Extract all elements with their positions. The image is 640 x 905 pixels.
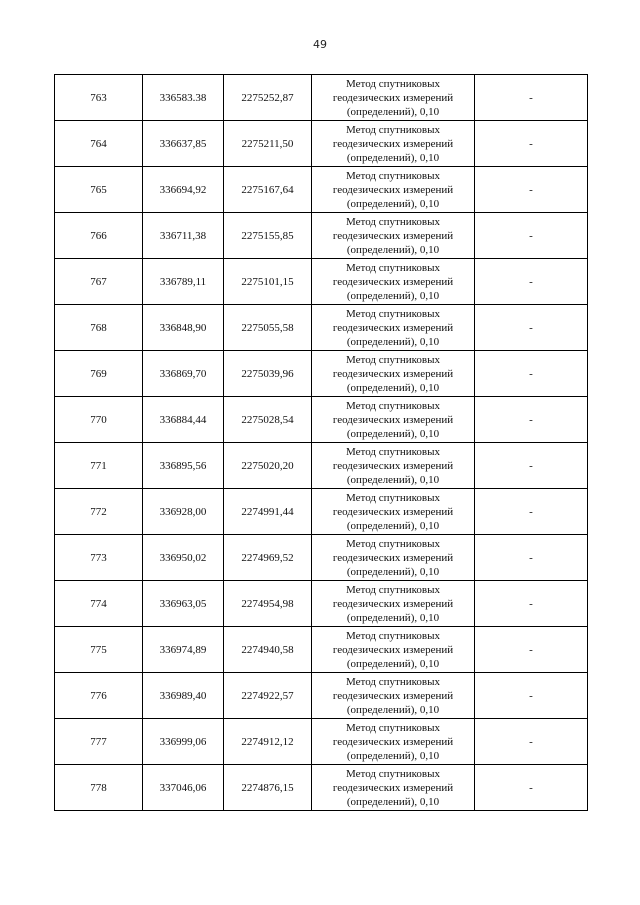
note-cell: - [475, 581, 588, 627]
method-cell [312, 259, 475, 305]
point-number-cell: 767 [55, 259, 143, 305]
note-cell: - [475, 673, 588, 719]
method-text-line: (определений), 0,10 [346, 611, 440, 624]
method-cell [312, 443, 475, 489]
x-coordinate-cell: 336999,06 [143, 719, 224, 765]
point-number-cell: 765 [55, 167, 143, 213]
method-text-line: Метод спутниковых [346, 491, 440, 504]
note-cell: - [475, 719, 588, 765]
method-text-line: Метод спутниковых [346, 215, 440, 228]
note-cell: - [475, 765, 588, 811]
table-row [55, 719, 588, 765]
method-text-line: геодезических измерений [332, 229, 454, 242]
method-cell [312, 75, 475, 121]
method-text-line: (определений), 0,10 [346, 151, 440, 164]
method-text-line: геодезических измерений [332, 183, 454, 196]
note-cell: - [475, 443, 588, 489]
method-text-line: Метод спутниковых [346, 261, 440, 274]
method-cell [312, 719, 475, 765]
method-text-line: геодезических измерений [332, 643, 454, 656]
method-text-line: (определений), 0,10 [346, 427, 440, 440]
point-number-cell: 777 [55, 719, 143, 765]
method-text-line: Метод спутниковых [346, 629, 440, 642]
method-text-line: геодезических измерений [332, 459, 454, 472]
x-coordinate-cell: 336989,40 [143, 673, 224, 719]
point-number-cell: 768 [55, 305, 143, 351]
table-row [55, 121, 588, 167]
note-cell: - [475, 351, 588, 397]
method-text-line: геодезических измерений [332, 321, 454, 334]
method-text-line: геодезических измерений [332, 137, 454, 150]
method-text-line: (определений), 0,10 [346, 795, 440, 808]
method-text-line: геодезических измерений [332, 597, 454, 610]
y-coordinate-cell: 2275252,87 [224, 75, 312, 121]
x-coordinate-cell: 336974,89 [143, 627, 224, 673]
point-number-cell: 778 [55, 765, 143, 811]
table-row [55, 259, 588, 305]
x-coordinate-cell: 336711,38 [143, 213, 224, 259]
method-text-line: Метод спутниковых [346, 169, 440, 182]
table-row [55, 75, 588, 121]
method-text-line: (определений), 0,10 [346, 703, 440, 716]
x-coordinate-cell: 336848,90 [143, 305, 224, 351]
method-text-line: геодезических измерений [332, 551, 454, 564]
method-text-line: геодезических измерений [332, 91, 454, 104]
note-cell: - [475, 535, 588, 581]
method-text-line: Метод спутниковых [346, 307, 440, 320]
method-text-line: геодезических измерений [332, 689, 454, 702]
y-coordinate-cell: 2274912,12 [224, 719, 312, 765]
y-coordinate-cell: 2275167,64 [224, 167, 312, 213]
point-number-cell: 772 [55, 489, 143, 535]
note-cell: - [475, 213, 588, 259]
method-text-line: (определений), 0,10 [346, 105, 440, 118]
y-coordinate-cell: 2274922,57 [224, 673, 312, 719]
y-coordinate-cell: 2275211,50 [224, 121, 312, 167]
method-cell [312, 213, 475, 259]
method-text-line: (определений), 0,10 [346, 243, 440, 256]
method-cell [312, 673, 475, 719]
method-text-line: геодезических измерений [332, 367, 454, 380]
table-row [55, 351, 588, 397]
y-coordinate-cell: 2275101,15 [224, 259, 312, 305]
x-coordinate-cell: 336895,56 [143, 443, 224, 489]
y-coordinate-cell: 2274876,15 [224, 765, 312, 811]
method-cell [312, 627, 475, 673]
table-row [55, 673, 588, 719]
table-row [55, 765, 588, 811]
point-number-cell: 766 [55, 213, 143, 259]
note-cell: - [475, 75, 588, 121]
method-text-line: (определений), 0,10 [346, 335, 440, 348]
method-text-line: (определений), 0,10 [346, 381, 440, 394]
point-number-cell: 775 [55, 627, 143, 673]
method-text-line: (определений), 0,10 [346, 657, 440, 670]
table-row [55, 489, 588, 535]
method-text-line: геодезических измерений [332, 275, 454, 288]
note-cell: - [475, 121, 588, 167]
method-text-line: Метод спутниковых [346, 123, 440, 136]
method-text-line: Метод спутниковых [346, 445, 440, 458]
x-coordinate-cell: 336694,92 [143, 167, 224, 213]
note-cell: - [475, 627, 588, 673]
note-cell: - [475, 167, 588, 213]
x-coordinate-cell: 336789,11 [143, 259, 224, 305]
y-coordinate-cell: 2275020,20 [224, 443, 312, 489]
method-cell [312, 489, 475, 535]
method-text-line: геодезических измерений [332, 413, 454, 426]
y-coordinate-cell: 2274954,98 [224, 581, 312, 627]
method-text-line: (определений), 0,10 [346, 749, 440, 762]
method-text-line: (определений), 0,10 [346, 519, 440, 532]
y-coordinate-cell: 2275055,58 [224, 305, 312, 351]
coordinates-table [54, 74, 588, 811]
x-coordinate-cell: 337046,06 [143, 765, 224, 811]
point-number-cell: 763 [55, 75, 143, 121]
table-row [55, 213, 588, 259]
table-row [55, 443, 588, 489]
point-number-cell: 773 [55, 535, 143, 581]
point-number-cell: 769 [55, 351, 143, 397]
point-number-cell: 764 [55, 121, 143, 167]
table-row [55, 305, 588, 351]
method-cell [312, 581, 475, 627]
method-text-line: геодезических измерений [332, 505, 454, 518]
x-coordinate-cell: 336869,70 [143, 351, 224, 397]
note-cell: - [475, 397, 588, 443]
table-row [55, 581, 588, 627]
x-coordinate-cell: 336950,02 [143, 535, 224, 581]
method-text-line: Метод спутниковых [346, 675, 440, 688]
y-coordinate-cell: 2275039,96 [224, 351, 312, 397]
method-text-line: Метод спутниковых [346, 721, 440, 734]
point-number-cell: 770 [55, 397, 143, 443]
table-body [55, 75, 588, 811]
method-text-line: Метод спутниковых [346, 77, 440, 90]
x-coordinate-cell: 336963,05 [143, 581, 224, 627]
method-text-line: геодезических измерений [332, 781, 454, 794]
note-cell: - [475, 305, 588, 351]
y-coordinate-cell: 2275155,85 [224, 213, 312, 259]
table-row [55, 397, 588, 443]
note-cell: - [475, 489, 588, 535]
method-text-line: Метод спутниковых [346, 353, 440, 366]
method-cell [312, 121, 475, 167]
point-number-cell: 776 [55, 673, 143, 719]
point-number-cell: 771 [55, 443, 143, 489]
method-cell [312, 397, 475, 443]
method-text-line: (определений), 0,10 [346, 565, 440, 578]
table-row [55, 535, 588, 581]
method-text-line: Метод спутниковых [346, 399, 440, 412]
method-cell [312, 535, 475, 581]
method-text-line: Метод спутниковых [346, 583, 440, 596]
y-coordinate-cell: 2274940,58 [224, 627, 312, 673]
y-coordinate-cell: 2274991,44 [224, 489, 312, 535]
note-cell: - [475, 259, 588, 305]
method-text-line: Метод спутниковых [346, 537, 440, 550]
method-text-line: геодезических измерений [332, 735, 454, 748]
point-number-cell: 774 [55, 581, 143, 627]
y-coordinate-cell: 2274969,52 [224, 535, 312, 581]
method-cell [312, 351, 475, 397]
x-coordinate-cell: 336583.38 [143, 75, 224, 121]
x-coordinate-cell: 336884,44 [143, 397, 224, 443]
method-cell [312, 765, 475, 811]
y-coordinate-cell: 2275028,54 [224, 397, 312, 443]
page-number: 49 [313, 38, 327, 51]
method-text-line: (определений), 0,10 [346, 473, 440, 486]
method-text-line: Метод спутниковых [346, 767, 440, 780]
x-coordinate-cell: 336928,00 [143, 489, 224, 535]
method-text-line: (определений), 0,10 [346, 197, 440, 210]
method-cell [312, 167, 475, 213]
table-row [55, 627, 588, 673]
method-cell [312, 305, 475, 351]
method-text-line: (определений), 0,10 [346, 289, 440, 302]
x-coordinate-cell: 336637,85 [143, 121, 224, 167]
table-row [55, 167, 588, 213]
